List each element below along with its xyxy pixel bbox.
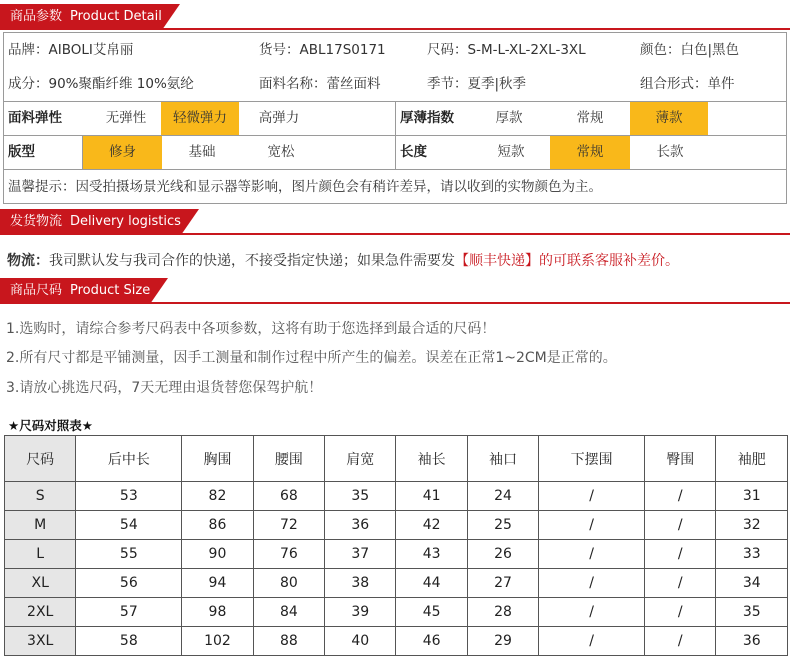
table-row [5,482,788,511]
color-notice: 温馨提示：因受拍摄场景光线和显示器等影响，图片颜色会有稍许差异，请以收到的实物颜色为主。 [4,169,786,203]
fabric-name-field: 面料名称：蕾丝面料 [259,76,381,92]
table-cell: / [645,540,716,569]
table-cell: 88 [253,627,324,656]
table-cell: 43 [396,540,467,569]
size-table-header-row [5,436,788,482]
length-label: 长度 [400,144,427,160]
header-sleeve-length: 袖长 [396,436,467,482]
header-waist: 腰围 [253,436,324,482]
product-detail-tab-cn: 商品参数 [10,9,63,24]
size-label-cell: 2XL [5,598,76,627]
delivery-header [0,209,790,235]
elasticity-option: 无弹性 [105,110,147,126]
header-sleeve-width: 袖肥 [716,436,788,482]
table-cell: 24 [467,482,538,511]
table-cell: 57 [76,598,182,627]
table-cell: / [645,598,716,627]
product-info-box [3,32,787,204]
size-label-cell: XL [5,569,76,598]
table-cell: 40 [325,627,396,656]
table-cell: 35 [716,598,788,627]
delivery-tab-cn: 发货物流 [10,214,63,229]
product-size-tab-cn: 商品尺码 [10,283,63,298]
length-option: 长款 [656,144,684,160]
header-hem: 下摆围 [539,436,645,482]
table-cell: / [539,598,645,627]
table-cell: 44 [396,569,467,598]
fit-option: 基础 [188,144,216,160]
size-label-cell: M [5,511,76,540]
size-label-cell: 3XL [5,627,76,656]
fit-option: 宽松 [267,144,295,160]
table-cell: 82 [182,482,253,511]
size-note-1: 1.选购时，请综合参考尺码表中各项参数，这将有助于您选择到最合适的尺码！ [6,321,496,337]
table-cell: 37 [325,540,396,569]
table-cell: 46 [396,627,467,656]
table-cell: 36 [716,627,788,656]
table-cell: 39 [325,598,396,627]
size-table [4,435,788,656]
length-option: 短款 [497,144,525,160]
table-cell: 28 [467,598,538,627]
header-size: 尺码 [5,436,76,482]
season-field: 季节：夏季|秋季 [427,76,527,92]
size-range-field: 尺码：S-M-L-XL-2XL-3XL [427,42,586,58]
header-bust: 胸围 [182,436,253,482]
thickness-option-selected: 薄款 [630,102,708,135]
header-back-length: 后中长 [76,436,182,482]
table-cell: 55 [76,540,182,569]
elasticity-option: 高弹力 [258,110,300,126]
product-size-tab [0,278,150,304]
table-cell: / [539,540,645,569]
size-table-body [5,482,788,656]
attr-row-fit-length [4,135,786,169]
table-cell: 72 [253,511,324,540]
product-detail-header [0,4,790,30]
thickness-option: 厚款 [495,110,523,126]
product-size-header [0,278,790,304]
table-cell: 31 [716,482,788,511]
header-cuff: 袖口 [467,436,538,482]
table-cell: 98 [182,598,253,627]
info-row-2 [4,67,786,101]
delivery-tab [0,209,181,235]
table-cell: 102 [182,627,253,656]
size-label-cell: L [5,540,76,569]
table-cell: 84 [253,598,324,627]
table-cell: 54 [76,511,182,540]
info-row-1 [4,33,786,67]
table-cell: 53 [76,482,182,511]
product-size-tab-en: Product Size [70,283,151,298]
table-cell: 34 [716,569,788,598]
size-table-title: ★尺码对照表★ [8,418,93,433]
combination-field: 组合形式：单件 [640,76,735,92]
table-cell: 94 [182,569,253,598]
table-row [5,511,788,540]
thickness-option: 常规 [576,110,604,126]
table-cell: 36 [325,511,396,540]
thickness-label: 厚薄指数 [400,110,454,126]
logistics-label: 物流： [7,253,49,269]
elasticity-option-selected: 轻微弹力 [161,102,239,135]
length-option-selected: 常规 [550,136,630,169]
table-cell: 58 [76,627,182,656]
table-cell: / [645,627,716,656]
table-cell: 90 [182,540,253,569]
table-row [5,569,788,598]
fit-option-selected: 修身 [83,136,162,169]
table-cell: 29 [467,627,538,656]
size-note-3: 3.请放心挑选尺码，7天无理由退货替您保驾护航！ [6,380,323,396]
size-note-2: 2.所有尺寸都是平铺测量，因手工测量和制作过程中所产生的偏差。误差在正常1~2CM是正常的。 [6,350,617,366]
table-row [5,540,788,569]
table-cell: 56 [76,569,182,598]
table-cell: 27 [467,569,538,598]
delivery-tab-en: Delivery logistics [70,214,181,229]
table-cell: 25 [467,511,538,540]
fit-label: 版型 [8,144,35,160]
table-cell: / [645,482,716,511]
table-row [5,598,788,627]
table-cell: 26 [467,540,538,569]
table-cell: 35 [325,482,396,511]
logistics-text [7,250,679,270]
table-cell: 42 [396,511,467,540]
logistics-highlight: 【顺丰快递】的可联系客服补差价。 [455,253,679,269]
color-field: 颜色：白色|黑色 [640,42,740,58]
table-cell: / [539,511,645,540]
product-detail-tab [0,4,162,30]
item-number-field: 货号：ABL17S0171 [259,42,386,58]
table-cell: 86 [182,511,253,540]
attr-row-elasticity-thickness [4,101,786,135]
table-cell: / [539,627,645,656]
logistics-body: 我司默认发与我司合作的快递，不接受指定快递；如果急件需要发 [49,253,455,269]
product-detail-tab-en: Product Detail [70,9,162,24]
table-cell: / [645,569,716,598]
table-cell: / [645,511,716,540]
elasticity-label: 面料弹性 [8,110,62,126]
table-cell: 32 [716,511,788,540]
composition-field: 成分：90%聚酯纤维 10%氨纶 [8,76,194,92]
table-cell: 80 [253,569,324,598]
table-cell: 45 [396,598,467,627]
table-cell: 68 [253,482,324,511]
size-label-cell: S [5,482,76,511]
brand-field: 品牌：AIBOLI艾帛丽 [8,42,134,58]
table-cell: 76 [253,540,324,569]
table-cell: 33 [716,540,788,569]
header-shoulder: 肩宽 [325,436,396,482]
table-cell: / [539,569,645,598]
table-cell: 38 [325,569,396,598]
header-hip: 臀围 [645,436,716,482]
table-row [5,627,788,656]
table-cell: / [539,482,645,511]
table-cell: 41 [396,482,467,511]
